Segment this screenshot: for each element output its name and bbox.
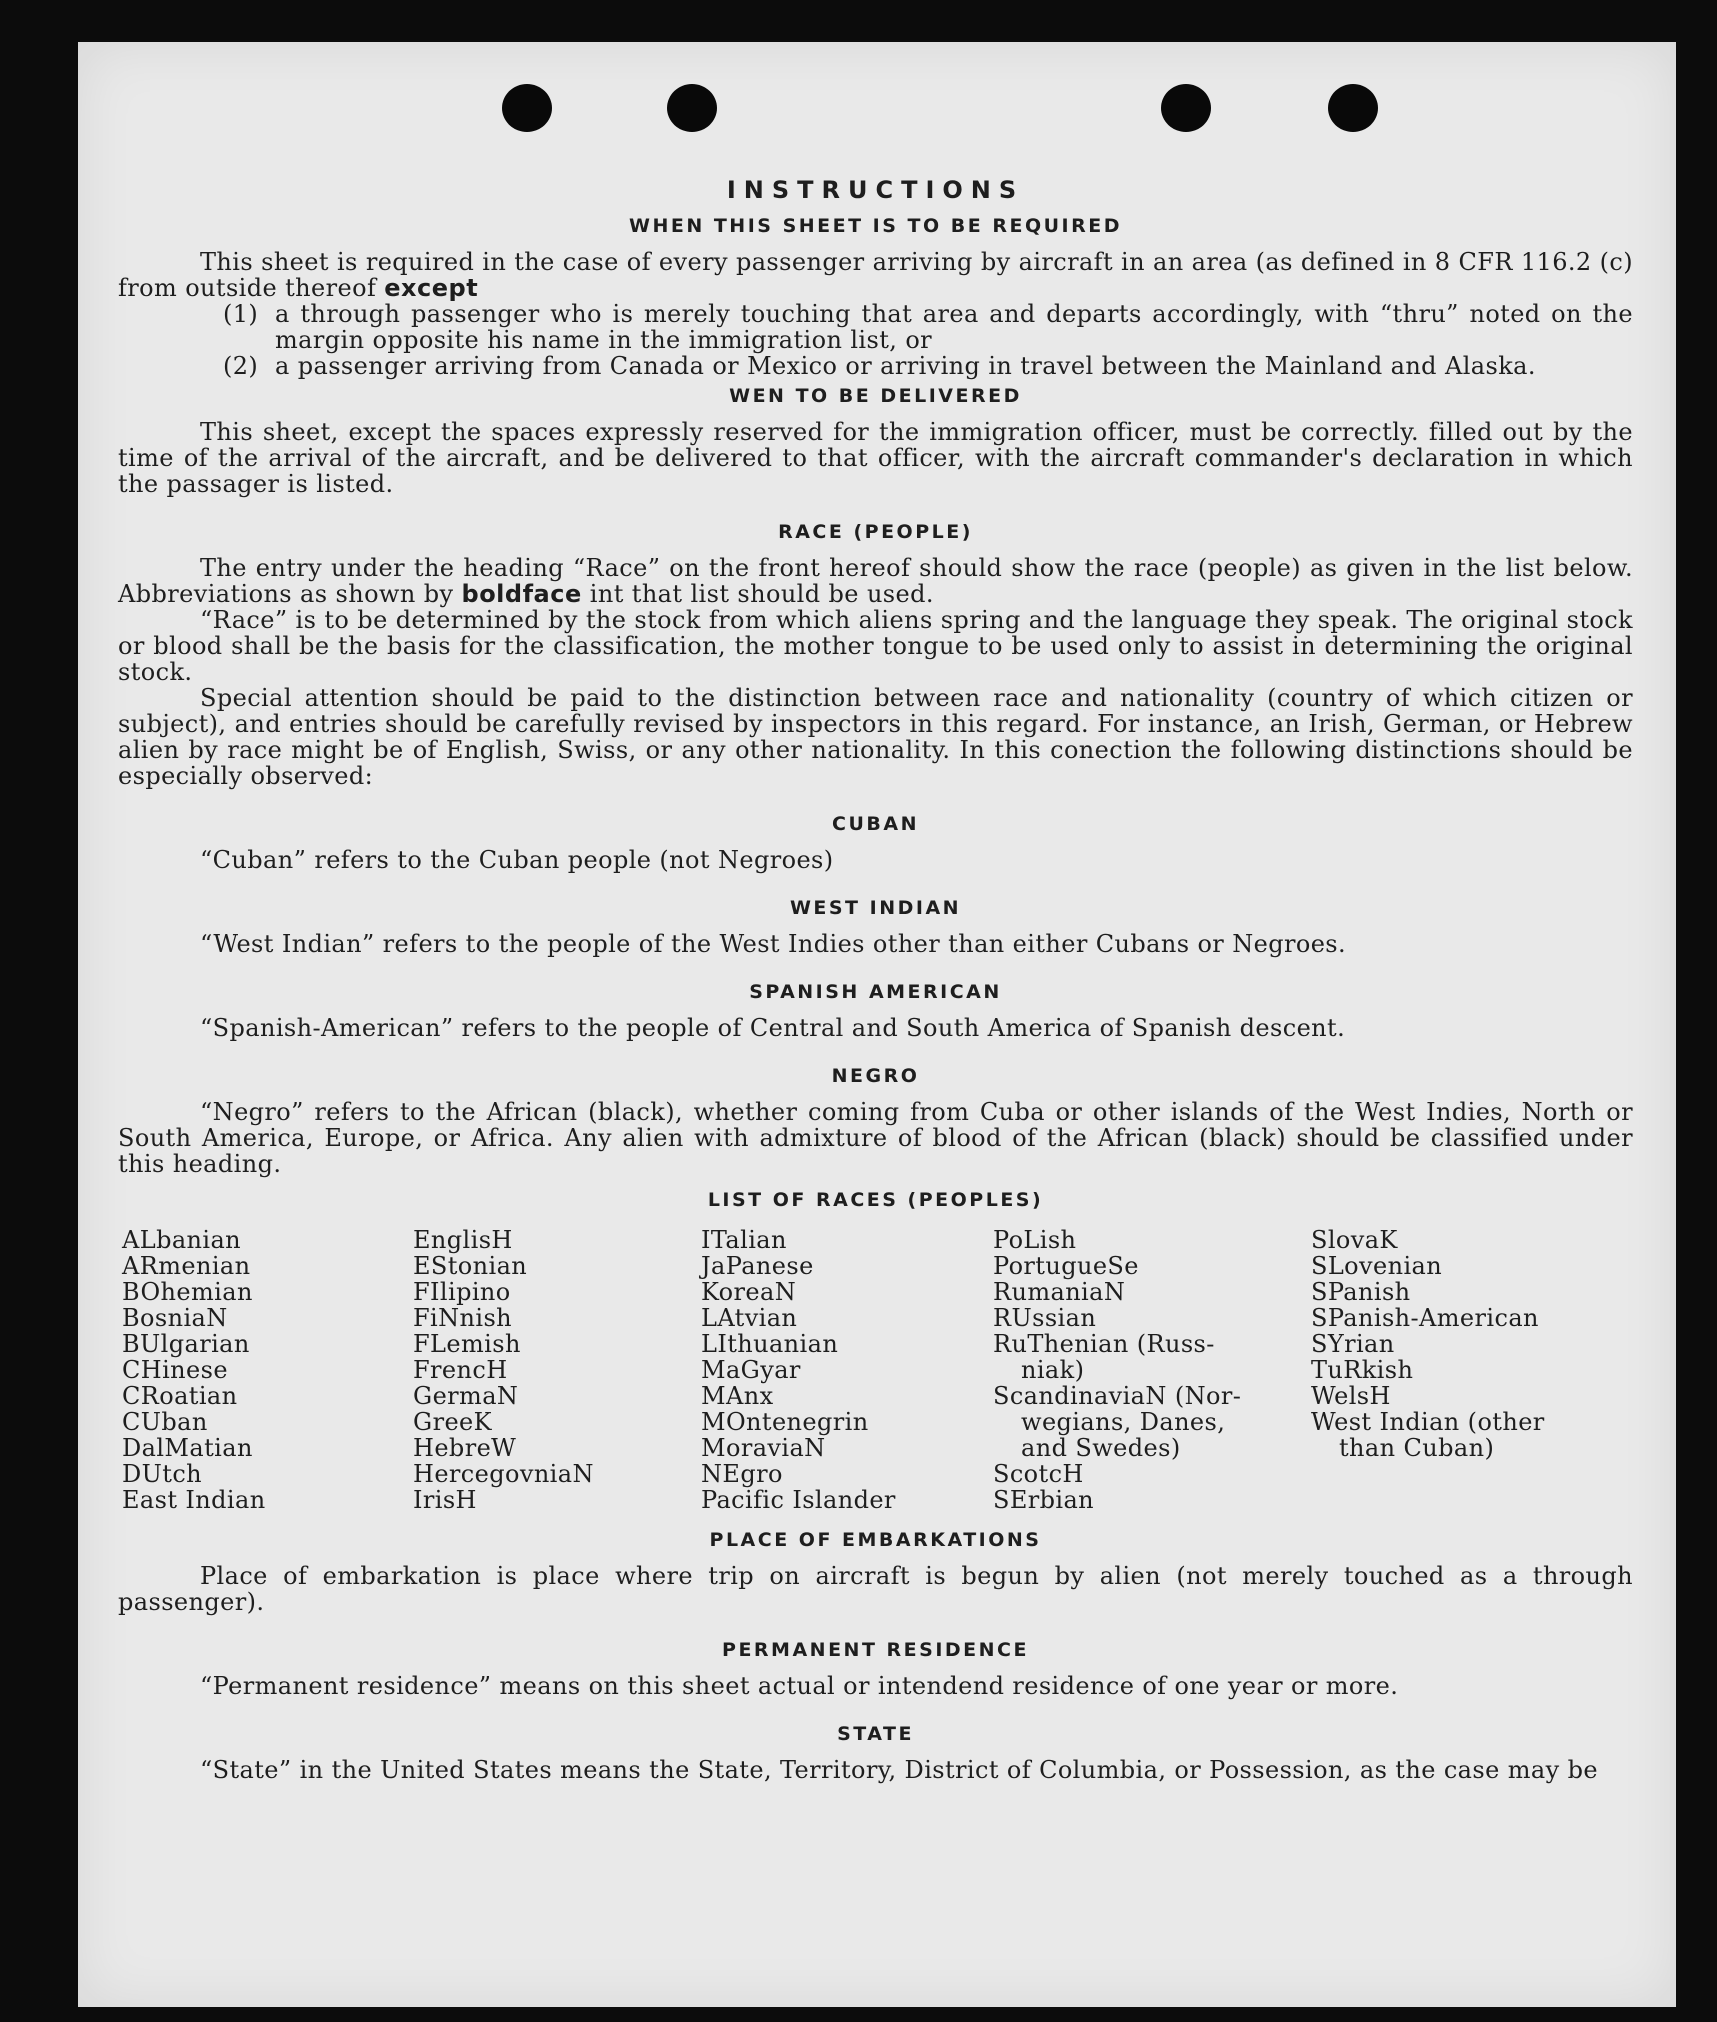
race-column <box>413 1227 701 1513</box>
section-heading-spanish-american: SPANISH AMERICAN <box>749 981 1002 1003</box>
section-heading-delivered: WEN TO BE DELIVERED <box>729 385 1022 407</box>
race-entry: PortugueSe <box>993 1252 1139 1280</box>
race-entry: wegians, Danes, <box>1021 1408 1226 1436</box>
race-entry: RUssian <box>993 1304 1097 1332</box>
race-entry: SErbian <box>993 1486 1095 1514</box>
race-entry: DUtch <box>122 1460 203 1488</box>
list-item: (1) a through passenger who is merely touching that area and departs accordingly, with “thru” noted on the margin opposite his name in the immigration list, or <box>223 300 1633 354</box>
race-entry: ScotcH <box>993 1460 1084 1488</box>
race-entry: JaPanese <box>701 1252 814 1280</box>
embarkation-text: Place of embarkation is place where trip on aircraft is begun by alien (not merely touched as a through passenger). <box>118 1562 1633 1616</box>
cuban-text: “Cuban” refers to the Cuban people (not Negroes) <box>200 846 834 874</box>
section-heading-negro: NEGRO <box>831 1065 920 1087</box>
race-entry: West Indian (other <box>1311 1408 1545 1436</box>
race-entry: HebreW <box>413 1434 517 1462</box>
race-entry: niak) <box>1021 1356 1085 1384</box>
race-entry: Pacific Islander <box>701 1486 896 1514</box>
race-entry: MoraviaN <box>701 1434 826 1462</box>
race-column <box>1311 1227 1611 1513</box>
race-entry: DalMatian <box>122 1434 253 1462</box>
section-heading-embarkation: PLACE OF EMBARKATIONS <box>709 1529 1042 1551</box>
punch-hole <box>1161 84 1211 132</box>
race-paragraph-2: “Race” is to be determined by the stock from which aliens spring and the language they speak. The original stock or blood shall be the basis for the classification, the mother tongue to be used only to assist in determining the original stock. <box>118 606 1633 686</box>
state-text: “State” in the United States means the State, Territory, District of Columbia, or Possession, as the case may be <box>200 1756 1598 1784</box>
race-paragraph-3: Special attention should be paid to the distinction between race and nationality (country of which citizen or subject), and entries should be carefully revised by inspectors in this regard. For instance, an Irish, German, or Hebrew alien by race might be of English, Swiss, or any other nationality. In this conection the following distinctions should be especially observed: <box>118 684 1633 790</box>
section-heading-required: WHEN THIS SHEET IS TO BE REQUIRED <box>628 215 1122 237</box>
delivered-text: This sheet, except the spaces expressly reserved for the immigration officer, must be correctly. filled out by the time of the arrival of the aircraft, and be delivered to that officer, with the aircraft commander's declaration in which the passager is listed. <box>118 418 1633 498</box>
race-entry: SlovaK <box>1311 1226 1398 1254</box>
race-entry: ARmenian <box>122 1252 251 1280</box>
race-entry: RuThenian (Russ- <box>993 1330 1215 1358</box>
race-entry: NEgro <box>701 1460 783 1488</box>
race-column <box>993 1227 1311 1513</box>
race-entry: GermaN <box>413 1382 519 1410</box>
section-heading-races-list: LIST OF RACES (PEOPLES) <box>707 1189 1044 1211</box>
race-entry: EStonian <box>413 1252 528 1280</box>
race-entry: TuRkish <box>1311 1356 1414 1384</box>
spanish-american-text: “Spanish-American” refers to the people of Central and South America of Spanish descent. <box>200 1014 1346 1042</box>
race-entry: ITalian <box>701 1226 787 1254</box>
race-entry: FiNnish <box>413 1304 513 1332</box>
race-entry: FrencH <box>413 1356 508 1384</box>
race-entry: SYrian <box>1311 1330 1395 1358</box>
race-entry: BosniaN <box>122 1304 228 1332</box>
punch-hole <box>502 84 552 132</box>
negro-text: “Negro” refers to the African (black), whether coming from Cuba or other islands of the West Indies, North or South America, Europe, or Africa. Any alien with admixture of blood of the African (black) should be classified under this heading. <box>118 1098 1633 1178</box>
except-word: except <box>384 274 479 302</box>
race-column <box>701 1227 993 1513</box>
race-entry: SPanish-American <box>1311 1304 1539 1332</box>
section-heading-west-indian: WEST INDIAN <box>789 897 962 919</box>
races-table <box>122 1227 1633 1513</box>
race-entry: ScandinaviaN (Nor- <box>993 1382 1242 1410</box>
race-entry: LIthuanian <box>701 1330 839 1358</box>
race-entry: East Indian <box>122 1486 266 1514</box>
document-title: INSTRUCTIONS <box>726 176 1025 204</box>
race-entry: and Swedes) <box>1021 1434 1181 1462</box>
section-heading-race: RACE (PEOPLE) <box>778 521 973 543</box>
race-entry: FIlipino <box>413 1278 511 1306</box>
document-sheet <box>78 42 1676 2007</box>
race-entry: SPanish <box>1311 1278 1411 1306</box>
race-entry: KoreaN <box>701 1278 797 1306</box>
race-entry: PoLish <box>993 1226 1077 1254</box>
list-item: (2) a passenger arriving from Canada or Mexico or arriving in travel between the Mainland and Alaska. <box>223 352 1536 380</box>
residence-text: “Permanent residence” means on this sheet actual or intendend residence of one year or more. <box>200 1672 1399 1700</box>
document-body <box>118 177 1633 1783</box>
race-entry: EnglisH <box>413 1226 513 1254</box>
section-heading-cuban: CUBAN <box>832 813 919 835</box>
race-entry: MAnx <box>701 1382 774 1410</box>
race-entry: BUlgarian <box>122 1330 250 1358</box>
race-entry: CUban <box>122 1408 208 1436</box>
punch-hole <box>1328 84 1378 132</box>
punch-hole <box>667 84 717 132</box>
race-entry: MaGyar <box>701 1356 801 1384</box>
race-entry: ALbanian <box>122 1226 242 1254</box>
race-column <box>122 1227 413 1513</box>
section-heading-residence: PERMANENT RESIDENCE <box>722 1639 1029 1661</box>
race-entry: RumaniaN <box>993 1278 1126 1306</box>
race-entry: FLemish <box>413 1330 521 1358</box>
west-indian-text: “West Indian” refers to the people of the West Indies other than either Cubans or Negroes. <box>200 930 1347 958</box>
race-entry: than Cuban) <box>1339 1434 1495 1462</box>
exception-list <box>118 301 1633 379</box>
race-entry: CRoatian <box>122 1382 238 1410</box>
race-entry: WelsH <box>1311 1382 1391 1410</box>
race-paragraph-1: The entry under the heading “Race” on the front hereof should show the race (people) as given in the list below. Abbreviations as shown by boldface int that list should be used. <box>118 554 1633 608</box>
race-entry: GreeK <box>413 1408 492 1436</box>
race-entry: IrisH <box>413 1486 477 1514</box>
required-intro: This sheet is required in the case of every passenger arriving by aircraft in an area (as defined in 8 CFR 116.2 (c) from outside thereof except <box>118 248 1633 302</box>
race-entry: HercegovniaN <box>413 1460 594 1488</box>
race-entry: SLovenian <box>1311 1252 1443 1280</box>
race-entry: LAtvian <box>701 1304 798 1332</box>
race-entry: CHinese <box>122 1356 228 1384</box>
race-entry: MOntenegrin <box>701 1408 869 1436</box>
section-heading-state: STATE <box>837 1723 914 1745</box>
race-entry: BOhemian <box>122 1278 253 1306</box>
